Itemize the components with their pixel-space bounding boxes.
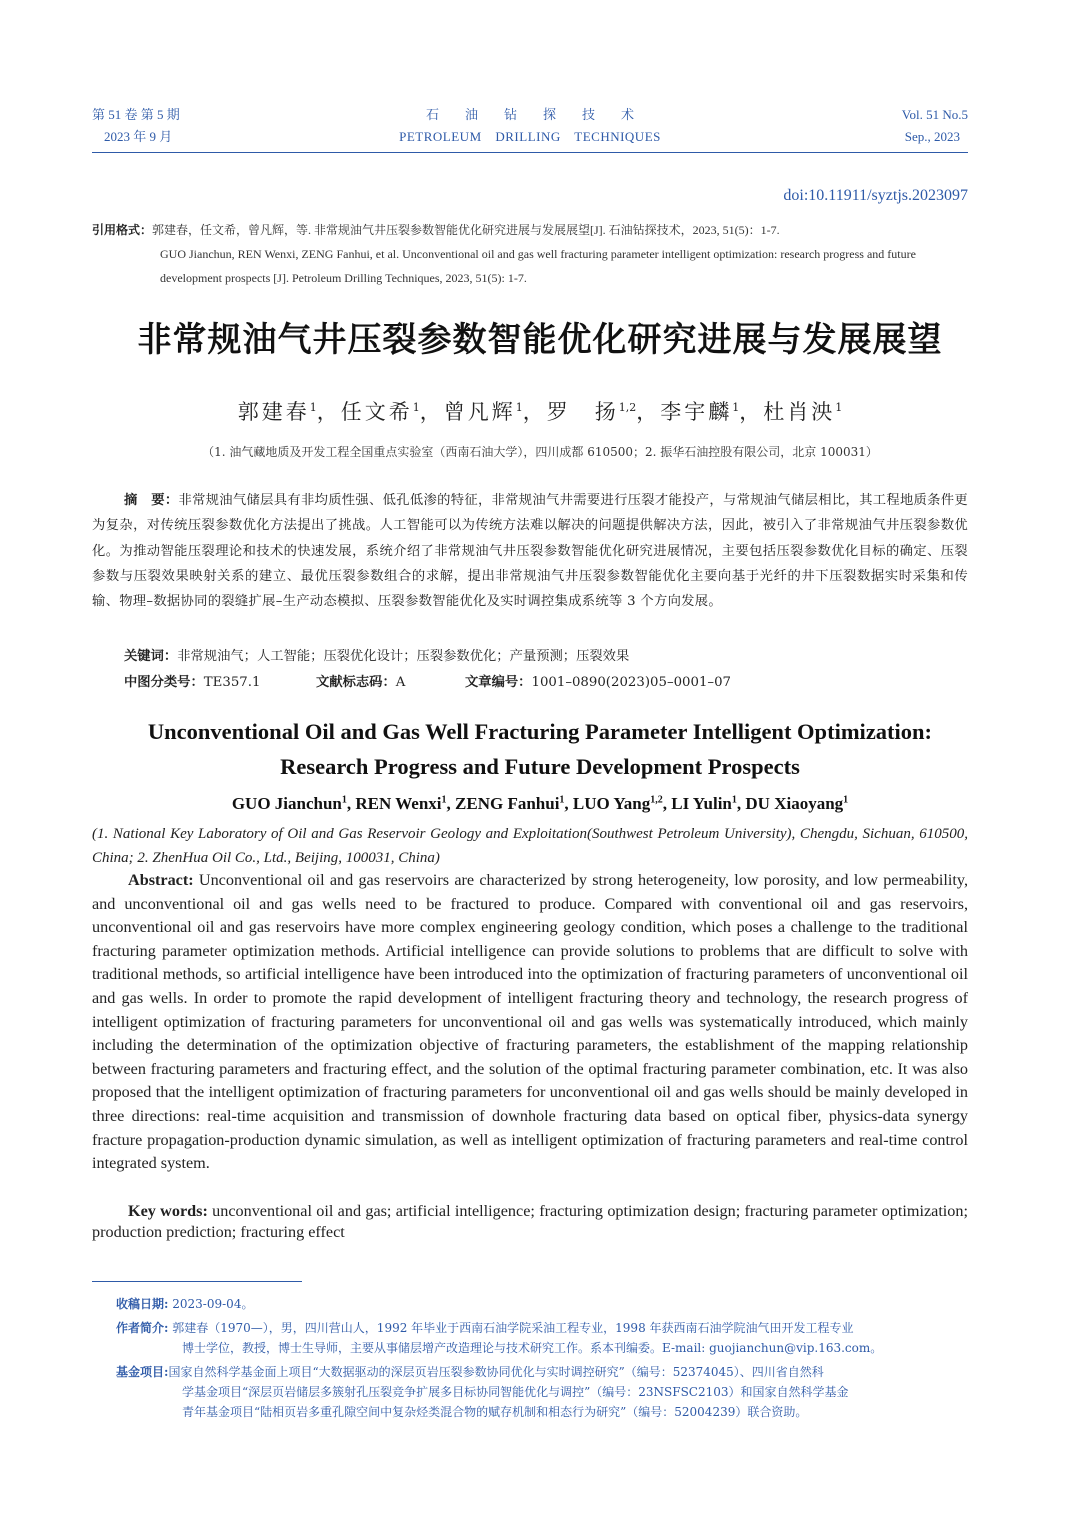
citation-block [92,218,968,290]
volume-issue-en: Vol. 51 No.5 [901,107,968,122]
author-en-name: REN Wenxi [355,794,442,813]
date-en: Sep., 2023 [904,129,960,144]
author-cn-name: 曾凡辉 [443,400,516,424]
article-number-value: 1001–0890(2023)05–0001–07 [531,675,732,690]
author-en-affiliation-marker: 1,2 [650,794,663,806]
author-cn-affiliation-marker: 1 [515,401,523,414]
author-en-affiliation-marker: 1 [843,794,849,806]
date-cn: 2023 年 9 月 [104,129,173,144]
author-en-affiliation-marker: 1 [341,794,347,806]
funding-line2: 学基金项目“深层页岩储层多簇射孔压裂竞争扩展多目标协同智能优化与调控”（编号：23NSFSC2103）和国家自然科学基金 [182,1385,849,1399]
author-en-name: ZENG Fanhui [455,794,560,813]
author-cn-separator: ， [522,400,547,424]
author-en-separator: , [346,794,356,813]
affiliation-cn: （1. 油气藏地质及开发工程全国重点实验室（西南石油大学），四川成都 610500；2. 振华石油控股有限公司，北京 100031） [202,445,878,459]
author-en-name: LI Yulin [671,794,732,813]
funding-line3: 青年基金项目“陆相页岩多重孔隙空间中复杂烃类混合物的赋存机制和相态行为研究”（编号：52004239）联合资助。 [182,1405,808,1419]
author-en-name: DU Xiaoyang [745,794,844,813]
funding-line1: 国家自然科学基金面上项目“大数据驱动的深层页岩压裂参数协同优化与实时调控研究”（编号：52374045）、四川省自然科 [168,1365,824,1379]
journal-name-cn: 石油钻探技术 [425,107,660,122]
journal-name-en: PETROLEUM DRILLING TECHNIQUES [399,129,661,144]
doi-link[interactable]: doi:10.11911/syztjs.2023097 [783,187,968,204]
author-cn-separator: ， [419,400,444,424]
page-title-en [40,714,1040,784]
author-cn-name: 郭建春 [237,400,310,424]
authors-cn [0,396,1080,426]
funding-label: 基金项目: [116,1365,169,1379]
abstract-cn-text: 非常规油气储层具有非均质性强、低孔低渗的特征，非常规油气井需要进行压裂才能投产，与常规油气储层相比，其工程地质条件更为复杂，对传统压裂参数优化方法提出了挑战。人工智能可以为传统方法难以解决的问题提供解决方法，因此，被引入了非常规油气井压裂参数优化。为推动智能压裂理论和技术的快速发展，系统介绍了非常规油气井压裂参数智能优化研究进展情况，主要包括压裂参数优化目标的确定、压裂参数与压裂效果映射关系的建立、最优压裂参数组合的求解，提出非常规油气井压裂参数智能优化主要向基于光纤的井下压裂数据实时采集和传输、物理–数据协同的裂缝扩展–生产动态模拟、压裂参数智能优化及实时调控集成系统等 3 个方向发展。 [92,493,968,610]
journal-header [92,104,968,153]
citation-en: GUO Jianchun, REN Wenxi, ZENG Fanhui, et al. Unconventional oil and gas well fracturing parameter intelligent optimization: research progress and future development prospects [J]. Petroleum Drilling Techniques, 2023, 51(5): 1-7. [160,247,916,285]
author-cn-name: 李宇麟 [660,400,733,424]
keywords-cn [124,647,968,667]
abstract-en [92,869,968,1176]
affiliation-en: (1. National Key Laboratory of Oil and Gas Reservoir Geology and Exploitation(Southwest Petroleum University), Chengdu, Sichuan, 610500, China; 2. ZhenHua Oil Co., Ltd., Beijing, 100031, China) [92,826,968,866]
doc-code-value: A [395,675,406,690]
author-en-separator: , [564,794,573,813]
author-en-affiliation-marker: 1 [441,794,447,806]
keywords-en [92,1201,968,1243]
citation-cn: 郭建春，任文希，曾凡辉，等. 非常规油气井压裂参数智能优化研究进展与发展展望[J]. 石油钻探技术，2023, 51(5)：1-7. [152,223,780,237]
author-cn-affiliation-marker: 1 [835,401,843,414]
author-en-separator: , [662,794,672,813]
author-en-separator: , [736,794,746,813]
keywords-cn-text: 非常规油气；人工智能；压裂优化设计；压裂参数优化；产量预测；压裂效果 [177,649,630,664]
article-number-label: 文章编号： [465,675,532,690]
classification-line [124,673,968,693]
author-cn-name: 任文希 [340,400,413,424]
keywords-en-text: unconventional oil and gas; artificial intelligence; fracturing optimization design; fracturing parameter optimization; production prediction; fracturing effect [92,1202,968,1241]
author-en-name: GUO Jianchun [231,794,342,813]
author-cn-affiliation-marker: 1 [732,401,740,414]
author-en-name: LUO Yang [572,794,651,813]
author-bio-line2: 博士学位，教授，博士生导师，主要从事储层增产改造理论与技术研究工作。系本刊编委。E-mail: guojianchun@vip.163.com。 [182,1341,883,1355]
keywords-en-label: Key words: [128,1202,208,1220]
received-label: 收稿日期: [116,1297,169,1311]
keywords-cn-label: 关键词： [124,649,178,664]
title-en-line2: Research Progress and Future Development Prospects [280,754,800,779]
footnote-divider [92,1281,302,1282]
volume-issue-cn: 第 51 卷 第 5 期 [92,107,180,122]
issue-info-en [902,104,968,148]
author-en-affiliation-marker: 1 [559,794,565,806]
page-title-cn: 非常规油气井压裂参数智能优化研究进展与发展展望 [137,320,943,360]
title-en-line1: Unconventional Oil and Gas Well Fracturing Parameter Intelligent Optimization: [147,719,933,744]
author-en-separator: , [446,794,456,813]
abstract-cn-label: 摘 要： [124,493,179,508]
author-en-affiliation-marker: 1 [731,794,737,806]
footnote-received [116,1294,968,1314]
authors-en [0,794,1080,814]
clc-value: TE357.1 [203,675,261,690]
clc-label: 中图分类号： [124,675,204,690]
author-cn-separator: ， [316,400,341,424]
doc-code-label: 文献标志码： [316,675,396,690]
author-bio-label: 作者简介: [116,1321,169,1335]
abstract-en-label: Abstract: [128,871,194,889]
footnote-author-bio [116,1318,968,1358]
author-cn-affiliation-marker: 1 [412,401,420,414]
footnote-funding [116,1362,968,1422]
author-cn-affiliation-marker: 1,2 [618,401,637,414]
author-bio-line1: 郭建春（1970—），男，四川营山人，1992 年毕业于西南石油学院采油工程专业，1998 年获西南石油学院油气田开发工程专业 [172,1321,854,1335]
author-cn-name: 罗 扬 [546,400,619,424]
author-cn-separator: ， [739,400,764,424]
citation-label: 引用格式： [92,223,153,237]
author-cn-separator: ， [636,400,661,424]
abstract-cn [92,488,968,614]
author-cn-name: 杜肖泱 [763,400,836,424]
author-cn-affiliation-marker: 1 [309,401,317,414]
journal-name [92,104,968,148]
received-value: 2023-09-04。 [172,1297,254,1311]
abstract-en-text: Unconventional oil and gas reservoirs are characterized by strong heterogeneity, low porosity, and low permeability, and unconventional oil and gas wells need to be fractured to produce. Compared with conventional oil and gas reservoirs, unconventional oil and gas reservoirs have more complex engineering geology condition, which poses a challenge to the traditional fracturing parameter optimization methods. Artificial intelligence can provide solutions to problems that are difficult to solve with traditional methods, so artificial intelligence have been introduced into the optimization of fracturing parameters of unconventional oil and gas wells. In order to promote the rapid development of intelligent fracturing theory and technology, the research progress of intelligent optimization of fracturing parameters for unconventional oil and gas wells was systematically introduced, which mainly including the determination of the optimization objective of fracturing parameters, the establishment of the mapping relationship between fracturing parameters and fracturing effect, and the solution of the optimal fracturing parameter combination, etc. It was also proposed that the intelligent optimization of fracturing parameters for unconventional oil and gas wells should be mainly developed in three directions: real-time acquisition and transmission of downhole fracturing data based on optical fiber, physics-data synergy fracture propagation-production dynamic simulation, as well as intelligent optimization of fracturing parameters and real-time control integrated system. [92,871,969,1173]
